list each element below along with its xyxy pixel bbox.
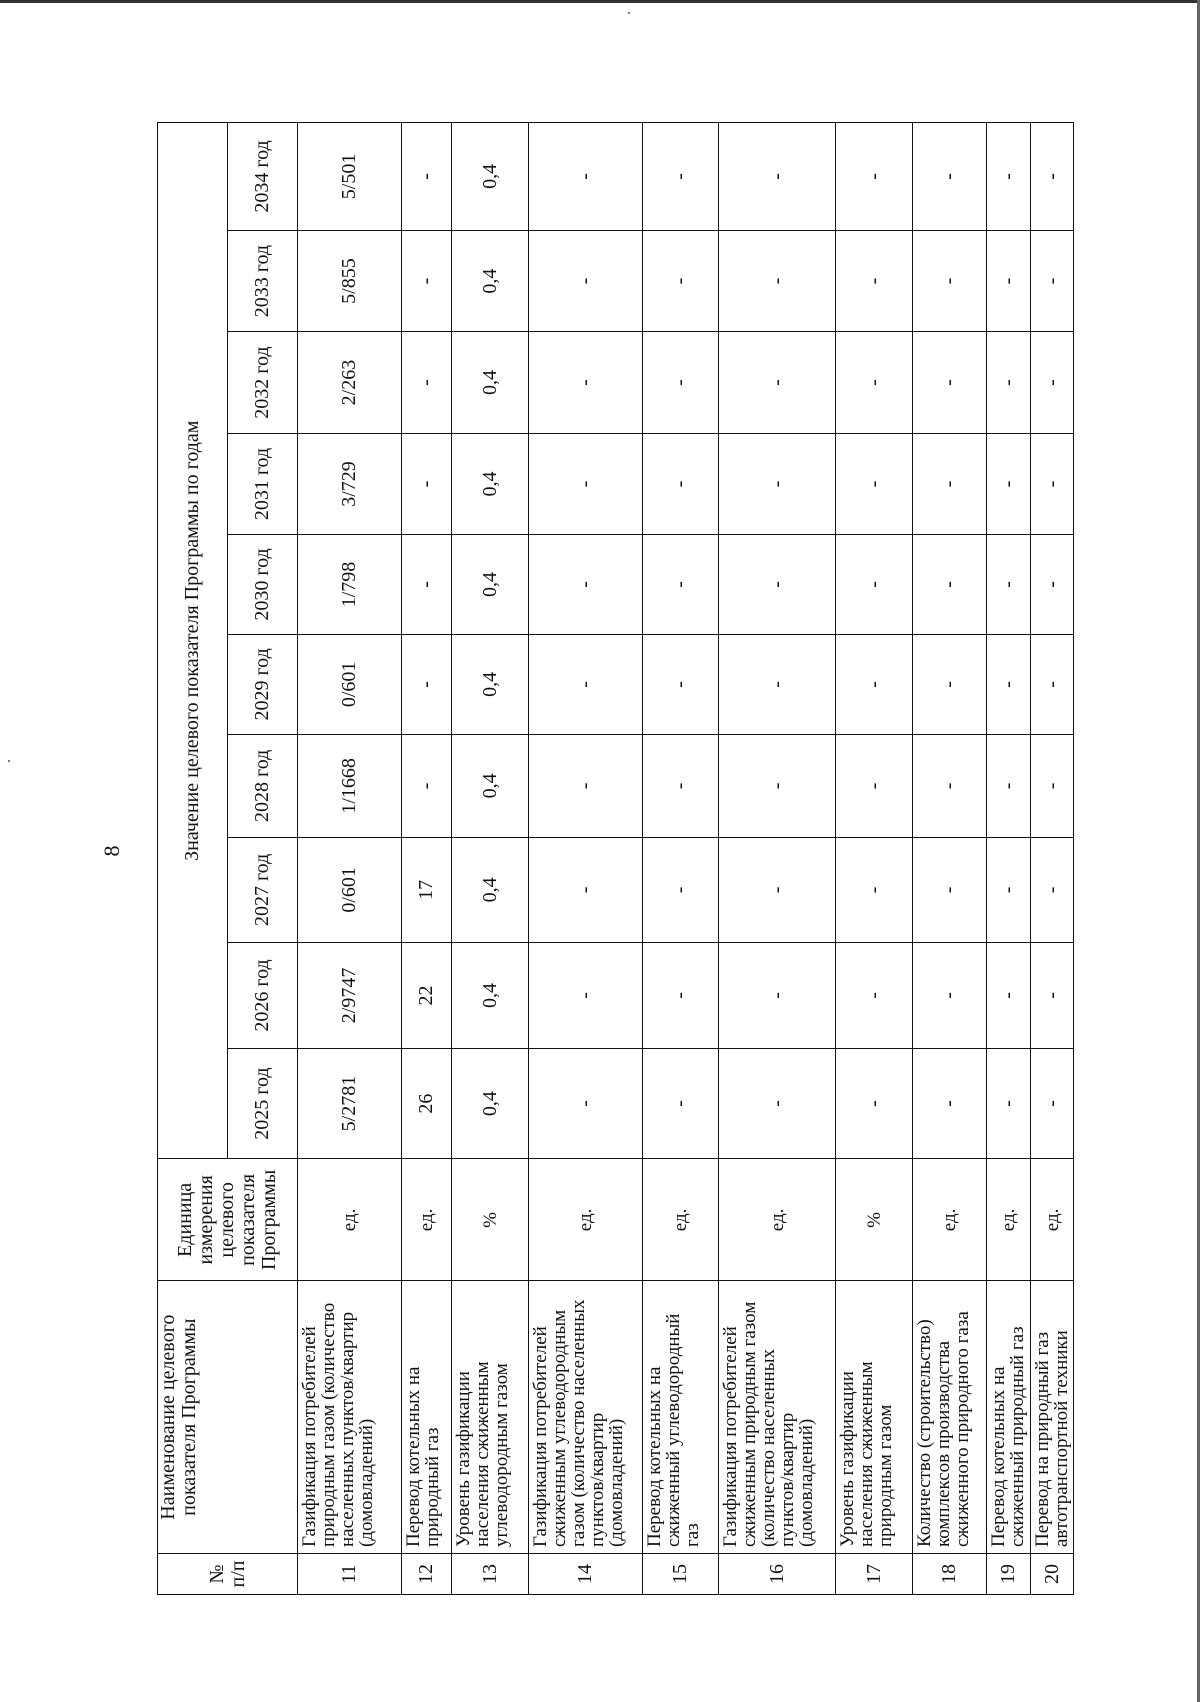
year-value: - xyxy=(529,123,643,231)
year-value: - xyxy=(719,943,836,1049)
indicator-unit: % xyxy=(836,1159,913,1281)
year-value: - xyxy=(643,1048,719,1159)
year-value: 5/2781 xyxy=(298,1048,402,1159)
year-value: 1/1668 xyxy=(298,735,402,837)
indicator-unit: ед. xyxy=(298,1159,402,1281)
table-row xyxy=(836,123,913,1595)
year-value: - xyxy=(836,433,913,534)
year-value: 2/263 xyxy=(298,332,402,433)
header-year: 2031 год xyxy=(228,433,298,534)
table-row xyxy=(529,123,643,1595)
row-number: 16 xyxy=(719,1554,836,1595)
year-value: - xyxy=(836,230,913,331)
header-year: 2028 год xyxy=(228,735,298,837)
year-value: - xyxy=(402,634,452,734)
year-value: - xyxy=(402,123,452,231)
indicator-name: Количество (строительство) комплексов производства сжиженного природного газа xyxy=(913,1281,987,1554)
indicator-name: Газификация потребителей сжиженным углеводородным газом (количество населенных пунктов/квартир (домовладений) xyxy=(529,1281,643,1554)
year-value: - xyxy=(836,123,913,231)
year-value: 0/601 xyxy=(298,634,402,734)
year-value: 5/501 xyxy=(298,123,402,231)
table-row xyxy=(452,123,529,1595)
row-number: 11 xyxy=(298,1554,402,1595)
year-value: 0,4 xyxy=(452,634,529,734)
year-value: - xyxy=(643,433,719,534)
year-value: - xyxy=(913,535,987,634)
year-value: - xyxy=(643,837,719,943)
page-number: 8 xyxy=(99,845,124,857)
indicator-name: Перевод на природный газ автотранспортной техники xyxy=(1031,1281,1074,1554)
scan-speck xyxy=(8,760,10,762)
indicator-unit: % xyxy=(452,1159,529,1281)
year-value: 0,4 xyxy=(452,735,529,837)
year-value: - xyxy=(719,433,836,534)
row-number: 13 xyxy=(452,1554,529,1595)
year-value: - xyxy=(719,735,836,837)
year-value: 0,4 xyxy=(452,837,529,943)
year-value: 0,4 xyxy=(452,1048,529,1159)
header-year: 2033 год xyxy=(228,230,298,331)
indicator-name: Уровень газификации населения сжиженным природным газом xyxy=(836,1281,913,1554)
year-value: - xyxy=(643,332,719,433)
scan-speck xyxy=(628,12,630,14)
year-value: - xyxy=(987,535,1031,634)
year-value: - xyxy=(1031,123,1074,231)
header-year: 2029 год xyxy=(228,634,298,734)
header-year: 2025 год xyxy=(228,1048,298,1159)
year-value: - xyxy=(1031,535,1074,634)
year-value: - xyxy=(719,1048,836,1159)
year-value: - xyxy=(1031,735,1074,837)
year-value: - xyxy=(913,230,987,331)
row-number: 14 xyxy=(529,1554,643,1595)
indicator-unit: ед. xyxy=(1031,1159,1074,1281)
year-value: - xyxy=(402,535,452,634)
year-value: - xyxy=(836,735,913,837)
year-value: - xyxy=(1031,433,1074,534)
year-value: - xyxy=(913,433,987,534)
header-year: 2026 год xyxy=(228,943,298,1049)
year-value: - xyxy=(987,230,1031,331)
row-number: 15 xyxy=(643,1554,719,1595)
year-value: 0,4 xyxy=(452,230,529,331)
indicator-unit: ед. xyxy=(913,1159,987,1281)
year-value: - xyxy=(987,943,1031,1049)
year-value: - xyxy=(913,735,987,837)
row-number: 18 xyxy=(913,1554,987,1595)
indicator-name: Газификация потребителей природным газом (количество населенных пунктов/квартир (домовладений) xyxy=(298,1281,402,1554)
year-value: - xyxy=(1031,1048,1074,1159)
table-row xyxy=(987,123,1031,1595)
year-value: 3/729 xyxy=(298,433,402,534)
indicators-table xyxy=(157,122,1074,1595)
year-value: - xyxy=(1031,943,1074,1049)
year-value: 17 xyxy=(402,837,452,943)
year-value: - xyxy=(643,634,719,734)
year-value: - xyxy=(836,1048,913,1159)
header-name: Наименование целевого показателя Программы xyxy=(158,1281,298,1554)
year-value: - xyxy=(987,837,1031,943)
year-value: - xyxy=(1031,634,1074,734)
year-value: - xyxy=(913,634,987,734)
year-value: - xyxy=(987,1048,1031,1159)
year-value: - xyxy=(643,735,719,837)
header-num: № п/п xyxy=(158,1554,298,1595)
year-value: - xyxy=(643,535,719,634)
year-value: - xyxy=(643,123,719,231)
year-value: - xyxy=(987,123,1031,231)
indicator-name: Газификация потребителей сжиженным природным газом (количество населенных пунктов/квартир (домовладений) xyxy=(719,1281,836,1554)
year-value: - xyxy=(913,1048,987,1159)
indicator-name: Перевод котельных на природный газ xyxy=(402,1281,452,1554)
header-year: 2027 год xyxy=(228,837,298,943)
year-value: - xyxy=(1031,332,1074,433)
year-value: - xyxy=(913,837,987,943)
year-value: - xyxy=(719,123,836,231)
indicator-name: Перевод котельных на сжиженный природный газ xyxy=(987,1281,1031,1554)
year-value: 0,4 xyxy=(452,123,529,231)
year-value: 0,4 xyxy=(452,332,529,433)
year-value: 0,4 xyxy=(452,433,529,534)
year-value: - xyxy=(529,230,643,331)
table-row xyxy=(643,123,719,1595)
table-row xyxy=(913,123,987,1595)
table-row xyxy=(1031,123,1074,1595)
year-value: - xyxy=(719,837,836,943)
year-value: - xyxy=(529,837,643,943)
indicator-unit: ед. xyxy=(643,1159,719,1281)
year-value: 26 xyxy=(402,1048,452,1159)
year-value: 0,4 xyxy=(452,535,529,634)
header-values-group: Значение целевого показателя Программы по годам xyxy=(158,123,228,1159)
year-value: 22 xyxy=(402,943,452,1049)
year-value: - xyxy=(987,634,1031,734)
year-value: 1/798 xyxy=(298,535,402,634)
indicators-table-container xyxy=(157,122,1073,1595)
year-value: - xyxy=(719,332,836,433)
year-value: - xyxy=(402,230,452,331)
year-value: - xyxy=(987,332,1031,433)
indicator-unit: ед. xyxy=(529,1159,643,1281)
year-value: - xyxy=(836,535,913,634)
indicator-unit: ед. xyxy=(987,1159,1031,1281)
row-number: 12 xyxy=(402,1554,452,1595)
year-value: - xyxy=(913,123,987,231)
header-unit: Единица измерения целевого показателя Программы xyxy=(158,1159,298,1281)
year-value: - xyxy=(643,943,719,1049)
indicator-name: Перевод котельных на сжиженный углеводородный газ xyxy=(643,1281,719,1554)
year-value: - xyxy=(529,1048,643,1159)
indicator-name: Уровень газификации населения сжиженным углеводородным газом xyxy=(452,1281,529,1554)
header-year: 2030 год xyxy=(228,535,298,634)
year-value: - xyxy=(719,535,836,634)
year-value: - xyxy=(987,433,1031,534)
year-value: - xyxy=(913,943,987,1049)
year-value: - xyxy=(1031,837,1074,943)
year-value: - xyxy=(987,735,1031,837)
year-value: - xyxy=(402,433,452,534)
year-value: - xyxy=(913,332,987,433)
year-value: 2/9747 xyxy=(298,943,402,1049)
year-value: - xyxy=(529,433,643,534)
year-value: - xyxy=(529,535,643,634)
year-value: - xyxy=(529,332,643,433)
year-value: - xyxy=(836,837,913,943)
year-value: - xyxy=(402,332,452,433)
scan-top-edge xyxy=(0,0,1200,3)
year-value: 5/855 xyxy=(298,230,402,331)
year-value: 0,4 xyxy=(452,943,529,1049)
year-value: - xyxy=(836,943,913,1049)
table-row xyxy=(298,123,402,1595)
row-number: 17 xyxy=(836,1554,913,1595)
year-value: - xyxy=(402,735,452,837)
year-value: - xyxy=(529,943,643,1049)
header-year: 2032 год xyxy=(228,332,298,433)
indicator-unit: ед. xyxy=(719,1159,836,1281)
row-number: 20 xyxy=(1031,1554,1074,1595)
header-year: 2034 год xyxy=(228,123,298,231)
year-value: - xyxy=(719,230,836,331)
year-value: - xyxy=(529,634,643,734)
table-row xyxy=(719,123,836,1595)
indicator-unit: ед. xyxy=(402,1159,452,1281)
year-value: 0/601 xyxy=(298,837,402,943)
row-number: 19 xyxy=(987,1554,1031,1595)
year-value: - xyxy=(719,634,836,734)
year-value: - xyxy=(643,230,719,331)
year-value: - xyxy=(529,735,643,837)
year-value: - xyxy=(836,634,913,734)
year-value: - xyxy=(1031,230,1074,331)
year-value: - xyxy=(836,332,913,433)
table-row xyxy=(402,123,452,1595)
